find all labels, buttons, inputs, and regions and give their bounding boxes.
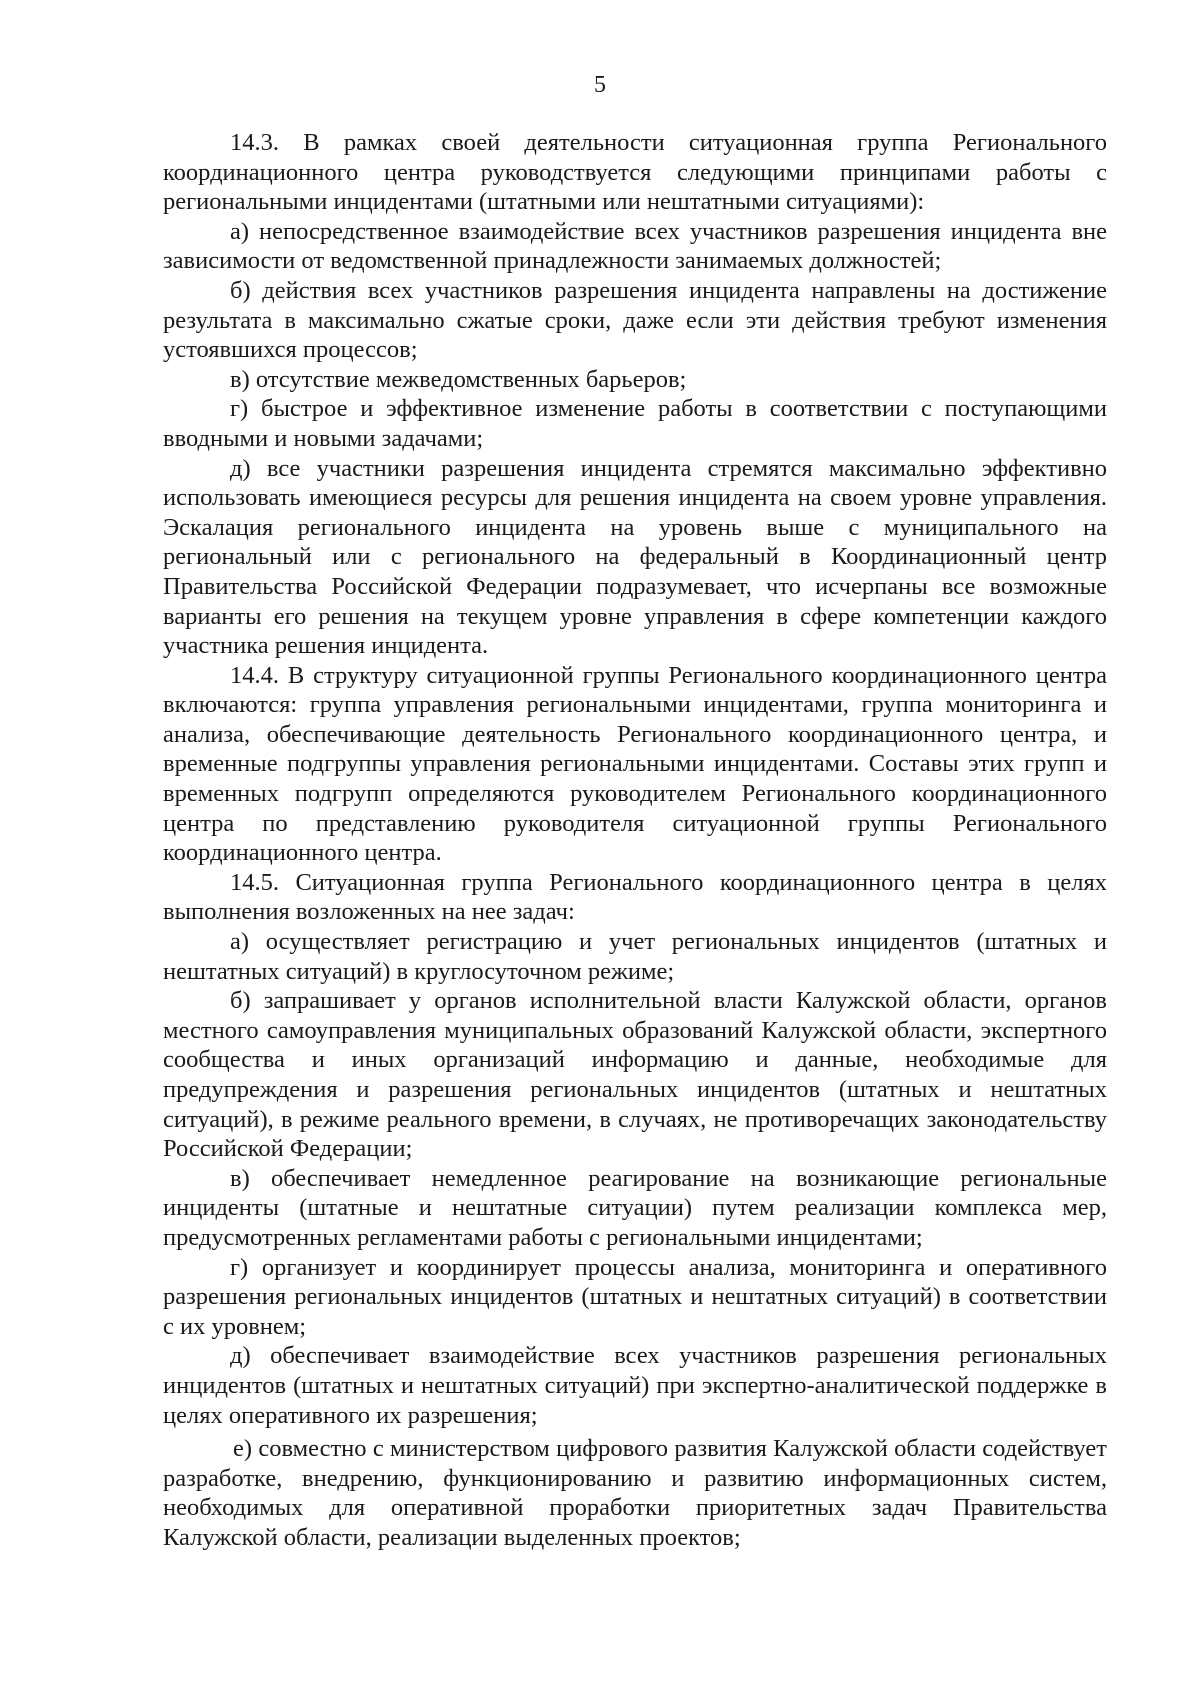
document-body	[163, 128, 1107, 1553]
clause-14-3-item-v: в) отсутствие межведомственных барьеров;	[230, 365, 687, 393]
clause-14-5-item-b: б) запрашивает у органов исполнительной власти Калужской области, органов местного самоуправления муниципальных образований Калужской области, экспертного сообщества и иных организаций информацию и данные, необходимые для предупреждения и разрешения региональных инцидентов (штатных и нештатных ситуаций), в режиме реального времени, в случаях, не противоречащих законодательству Российской Федерации;	[163, 987, 1107, 1163]
clause-14-3: 14.3. В рамках своей деятельности ситуационная группа Регионального координационного центра руководствуется следующими принципами работы с региональными инцидентами (штатными или нештатными ситуациями):	[163, 129, 1107, 216]
page-number: 5	[594, 72, 606, 98]
clause-14-5-item-a: а) осуществляет регистрацию и учет региональных инцидентов (штатных и нештатных ситуаций) в круглосуточном режиме;	[163, 928, 1107, 985]
clause-14-3-item-d: д) все участники разрешения инцидента стремятся максимально эффективно использовать имеющиеся ресурсы для решения инцидента на своем уровне управления. Эскалация регионального инцидента на уровень выше с муниципального на региональный или с регионального на федеральный в Координационный центр Правительства Российской Федерации подразумевает, что исчерпаны все возможные варианты его решения на текущем уровне управления в сфере компетенции каждого участника решения инцидента.	[163, 454, 1107, 660]
clause-14-3-item-b: б) действия всех участников разрешения инцидента направлены на достижение результата в максимально сжатые сроки, даже если эти действия требуют изменения устоявшихся процессов;	[163, 276, 1107, 364]
clause-14-5-item-g: г) организует и координирует процессы анализа, мониторинга и оперативного разрешения региональных инцидентов (штатных и нештатных ситуаций) в соответствии с их уровнем;	[163, 1253, 1107, 1340]
clause-14-5-item-e: е) совместно с министерством цифрового развития Калужской области содействует разработке, внедрению, функционированию и развитию информационных систем, необходимых для оперативной проработки приоритетных задач Правительства Калужской области, реализации выделенных проектов;	[163, 1435, 1107, 1551]
clause-14-5: 14.5. Ситуационная группа Регионального координационного центра в целях выполнения возложенных на нее задач:	[163, 868, 1107, 926]
clause-14-3-item-a: а) непосредственное взаимодействие всех участников разрешения инцидента вне зависимости от ведомственной принадлежности занимаемых должностей;	[163, 217, 1107, 275]
clause-14-4: 14.4. В структуру ситуационной группы Регионального координационного центра включаются: группа управления региональными инцидентами, группа мониторинга и анализа, обеспечивающие деятельность Регионального координационного центра, и временные подгруппы управления региональными инцидентами. Составы этих групп и временных подгрупп определяются руководителем Регионального координационного центра по представлению руководителя ситуационной группы Регионального координационного центра.	[163, 661, 1107, 867]
clause-14-3-item-g: г) быстрое и эффективное изменение работы в соответствии с поступающими вводными и новыми задачами;	[163, 395, 1107, 452]
clause-14-5-item-v: в) обеспечивает немедленное реагирование на возникающие региональные инциденты (штатные и нештатные ситуации) путем реализации комплекса мер, предусмотренных регламентами работы с региональными инцидентами;	[163, 1164, 1107, 1251]
clause-14-5-item-d: д) обеспечивает взаимодействие всех участников разрешения региональных инцидентов (штатных и нештатных ситуаций) при экспертно-аналитической поддержке в целях оперативного их разрешения;	[163, 1342, 1107, 1429]
